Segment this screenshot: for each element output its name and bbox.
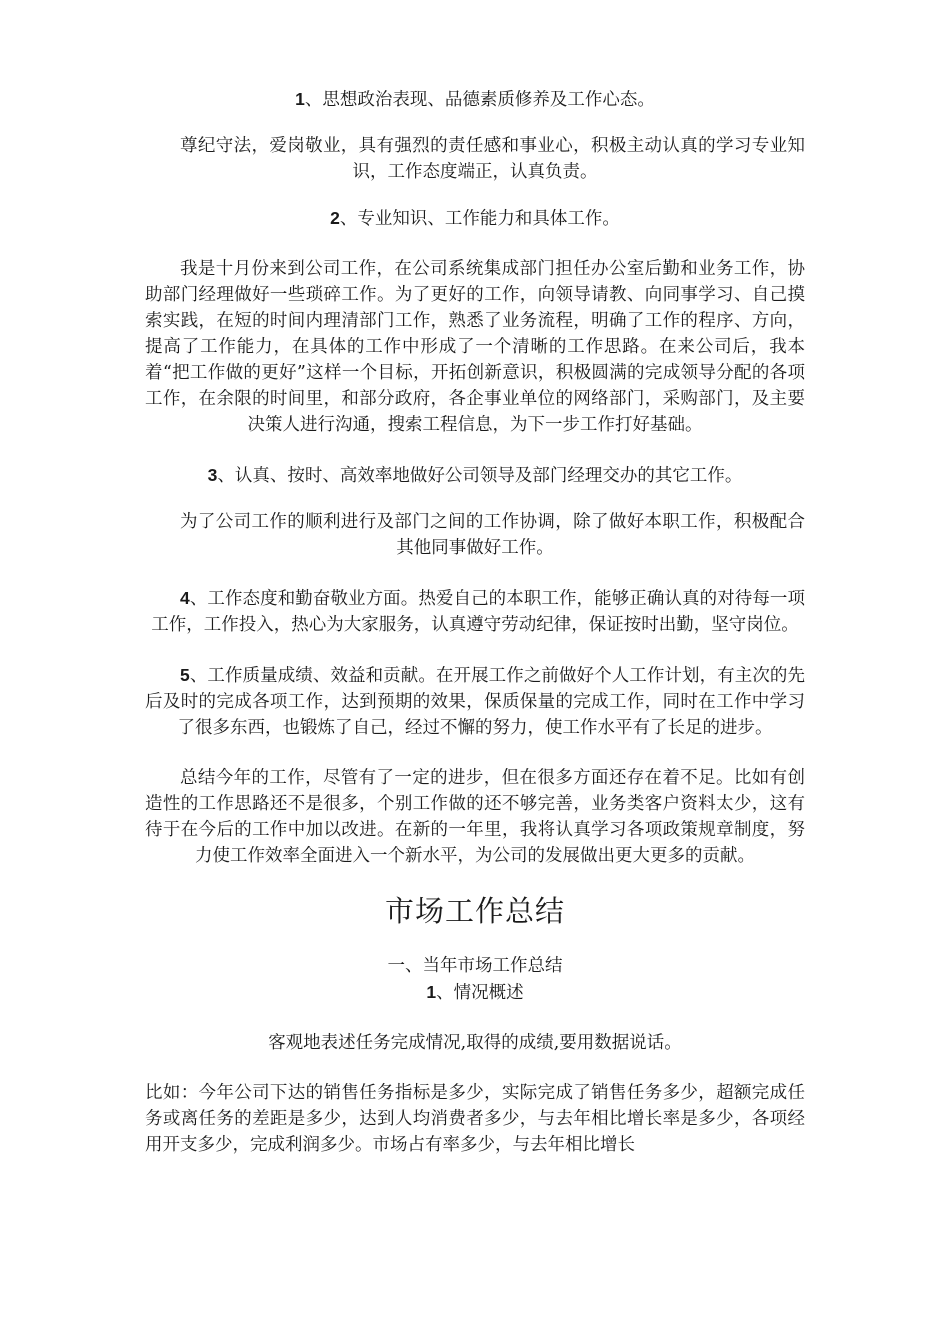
document-title: 市场工作总结 <box>384 894 565 928</box>
chapter-heading: 一、当年市场工作总结 <box>387 956 563 976</box>
paragraph-overview: 客观地表述任务完成情况,取得的成绩,要用数据说话。 <box>268 1033 682 1053</box>
section-heading-5: 5、工作质量成绩、效益和贡献。在开展工作之前做好个人工作计划，有主次的先后及时的完成各项工作，达到预期的效果，保质保量的完成工作，同时在工作中学习了很多东西，也锻炼了自己，经过不懈的努力，使工作水平有了长足的进步。 <box>145 665 805 738</box>
subsection-heading: 1、情况概述 <box>426 982 524 1003</box>
section-heading-2: 2、专业知识、工作能力和具体工作。 <box>330 208 620 229</box>
paragraph-example: 比如：今年公司下达的销售任务指标是多少，实际完成了销售任务多少，超额完成任务或离任务的差距是多少，达到人均消费者多少，与去年相比增长率是多少，各项经用开支多少，完成利润多少。市场占有率多少，与去年相比增长 <box>145 1083 805 1155</box>
section-heading-3: 3、认真、按时、高效率地做好公司领导及部门经理交办的其它工作。 <box>207 465 743 486</box>
paragraph-1: 尊纪守法，爱岗敬业，具有强烈的责任感和事业心，积极主动认真的学习专业知识，工作态度端正，认真负责。 <box>180 136 805 182</box>
document-page <box>145 86 805 1158</box>
section-heading-1: 1、思想政治表现、品德素质修养及工作心态。 <box>295 89 655 110</box>
section-heading-4: 4、工作态度和勤奋敬业方面。热爱自己的本职工作，能够正确认真的对待每一项工作，工作投入，热心为大家服务，认真遵守劳动纪律，保证按时出勤，坚守岗位。 <box>151 588 805 635</box>
paragraph-2: 我是十月份来到公司工作，在公司系统集成部门担任办公室后勤和业务工作，协助部门经理做好一些琐碎工作。为了更好的工作，向领导请教、向同事学习、自己摸索实践，在短的时间内理清部门工作，熟悉了业务流程，明确了工作的程序、方向，提高了工作能力，在具体的工作中形成了一个清晰的工作思路。在来公司后，我本着“把工作做的更好”这样一个目标，开拓创新意识，积极圆满的完成领导分配的各项工作，在余限的时间里，和部分政府，各企事业单位的网络部门，采购部门，及主要决策人进行沟通，搜索工程信息，为下一步工作打好基础。 <box>145 259 805 435</box>
paragraph-summary: 总结今年的工作，尽管有了一定的进步，但在很多方面还存在着不足。比如有创造性的工作思路还不是很多，个别工作做的还不够完善，业务类客户资料太少，这有待于在今后的工作中加以改进。在新的一年里，我将认真学习各项政策规章制度，努力使工作效率全面进入一个新水平，为公司的发展做出更大更多的贡献。 <box>145 768 805 866</box>
paragraph-3: 为了公司工作的顺利进行及部门之间的工作协调，除了做好本职工作，积极配合其他同事做好工作。 <box>180 512 805 558</box>
